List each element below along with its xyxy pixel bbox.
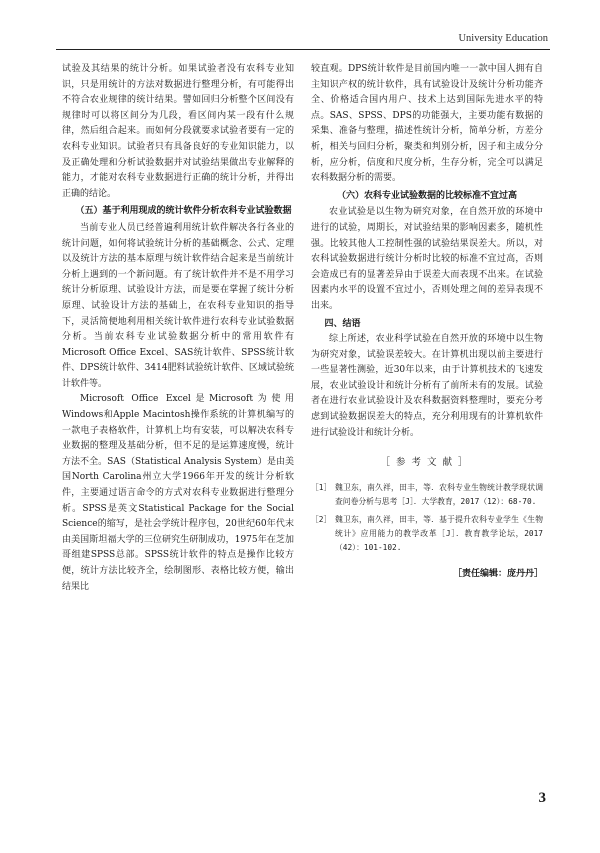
reference-number: ［2］ — [311, 514, 332, 524]
left-paragraph-1: 试验及其结果的统计分析。如果试验者没有农科专业知识，只是用统计的方法对数据进行整理分析，有可能得出不符合农业规律的统计结果。譬如回归分析整个区间没有规律时可以将区间分为几段，看区间内某一段有什么规律，然后组合起来。而如何分段就要求试验者要有一定的农科专业知识。试验者只有具备良好的专业知识能力，以及正确处理和分析试验数据并对试验结果做出专业解释的能力，才能对农科专业数据进行正确的统计分析，并得出正确的结论。 — [62, 64, 294, 199]
left-paragraph-3: Microsoft Office Excel是Microsoft为使用Windows和Apple Macintosh操作系统的计算机编写的一款电子表格软件，计算机上均有安装，可以解决农科专业数据的整理及基础分析，但不足的是运算速度慢，统计方法不全。SAS（Statistical Analysis System）是由美国North Carolina州立大学1966年开发的统计分析软件，主要通过语言命令的方式对农科专业数据进行整理分析。SPSS是英文Statistical Package for the Social Science的缩写，是社会学统计程序包，20世纪60年代末由美国斯坦福大学的三位研究生研制成功，1975年在芝加哥组建SPSS总部。SPSS统计软件的特点是操作比较方便，统计方法比较齐全，绘制图形、表格比较方便，输出结果比 — [62, 394, 294, 592]
journal-name: University Education — [458, 33, 548, 44]
reference-text: 魏卫东，南久祥，田丰，等．农科专业生物统计教学现状调查问卷分析与思考［J］．大学教育，2017（12）：68-70. — [335, 482, 543, 506]
left-paragraph-2: 当前专业人员已经普遍利用统计软件解决各行各业的统计问题，如何将试验统计分析的基础概念、公式、定理以及统计方法的基本原理与统计软件结合起来是当前统计分析上遇到的一个新问题。有了统计软件并不是不用学习统计分析原理、试验设计方法，而是要在掌握了统计分析原理、试验设计方法的基础上，在农科专业知识的指导下，灵活简便地利用相关统计软件进行农科专业试验数据分析。当前农科专业试验数据分析中的常用软件有Microsoft Office Excel、SAS统计软件、SPSS统计软件、DPS统计软件、3414肥料试验统计软件、区域试验统计软件等。 — [62, 222, 294, 389]
conclusion-paragraph: 综上所述，农业科学试验在自然开放的环境中以生物为研究对象，试验误差较大。在计算机出现以前主要进行一些显著性测验，近30年以来，由于计算机技术的飞速发展，农业试验设计和统计分析有了前所未有的发展。试验者在进行农业试验设计及农科数据资料整理时，要充分考虑到试验数据误差大的特点，充分利用现有的计算机软件进行试验设计和统计分析。 — [311, 334, 543, 438]
reference-item — [311, 481, 543, 509]
section-heading-5: （五）基于利用现成的统计软件分析农科专业试验数据 — [75, 206, 292, 217]
section-heading-6: （六）农科专业试验数据的比较标准不宜过高 — [336, 190, 517, 201]
reference-text: 魏卫东，南久祥，田丰，等．基于提升农科专业学生《生物统计》应用能力的教学改革［J］．教育教学论坛，2017（42）：101-102. — [335, 514, 543, 552]
left-column — [62, 62, 294, 595]
references-title: ［参考文献］ — [380, 457, 474, 469]
right-paragraph-1: 较直观。DPS统计软件是目前国内唯一一款中国人拥有自主知识产权的统计软件，具有试验设计及统计分析功能齐全、价格适合国内用户、技术上达到国际先进水平的特点。SAS、SPSS、DPS的功能强大，主要功能有数据的采集、准备与整理，描述性统计分析，简单分析，方差分析，相关与回归分析，聚类和判别分析，因子和主成分分析，应分析，信度和尺度分析，生存分析，完全可以满足农科数据分析的需要。 — [311, 64, 543, 184]
reference-item — [311, 513, 543, 555]
conclusion-heading: 四、结语 — [324, 318, 361, 329]
header-rule — [56, 49, 550, 50]
right-column — [311, 62, 543, 582]
page-number: 3 — [538, 790, 546, 806]
reference-number: ［1］ — [311, 482, 332, 492]
right-paragraph-2: 农业试验是以生物为研究对象，在自然开放的环境中进行的试验，周期长，对试验结果的影响因素多，随机性强。比较其他人工控制性强的试验结果误差大。所以，对农科试验数据进行统计分析时比较的标准不宜过高，否则会造成已有的显著差异由于误差大而表现不出来。在试验因素内水平的设置不宜过小，否则处理之间的差异表现不出来。 — [311, 207, 543, 311]
responsible-editor: ［责任编辑：庞丹丹］ — [452, 568, 543, 579]
